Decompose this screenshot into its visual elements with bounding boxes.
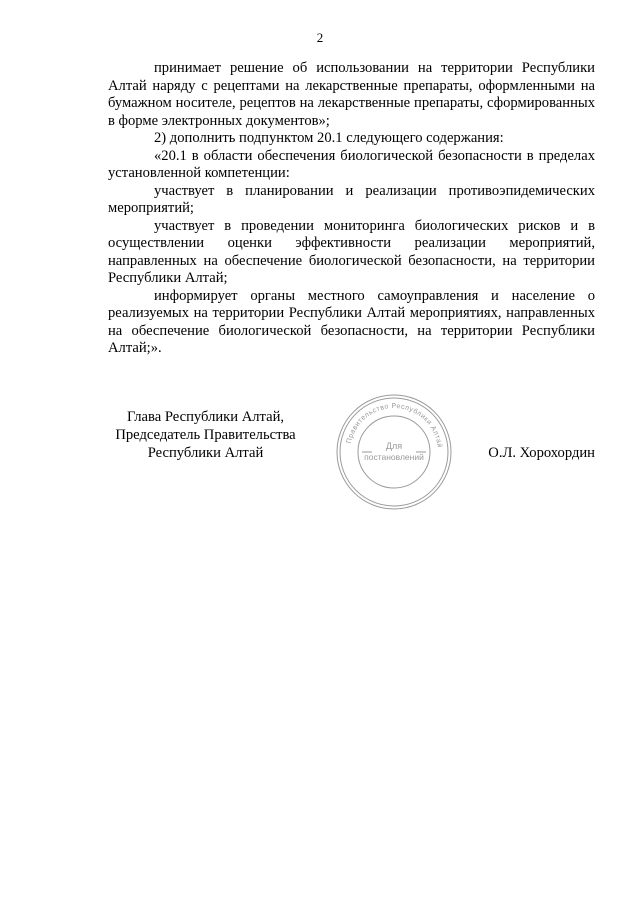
- signatory-position-line: Глава Республики Алтай,: [126, 409, 285, 425]
- signature-block: [108, 402, 595, 518]
- paragraph: участвует в планировании и реализации противоэпидемических мероприятий;: [108, 182, 595, 216]
- signatory-position-line: Председатель Правительства: [115, 427, 296, 443]
- document-body: [108, 60, 595, 358]
- paragraph: принимает решение об использовании на территории Республики Алтай наряду с рецептами на лекарственные препараты, оформленными на бумажном носителе, рецептов на лекарственные препараты, сформированных в форме электронных документов»;: [108, 60, 595, 129]
- paragraph: «20.1 в области обеспечения биологической безопасности в пределах установленной компетенции:: [108, 147, 595, 181]
- page-number: 2: [316, 30, 324, 45]
- signatory-name: О.Л. Хорохордин: [488, 445, 595, 461]
- official-stamp: [334, 392, 454, 512]
- paragraph: 2) дополнить подпунктом 20.1 следующего содержания:: [154, 130, 504, 146]
- signatory-position-line: Республики Алтай: [147, 445, 264, 461]
- paragraph: информирует органы местного самоуправления и население о реализуемых на территории Республики Алтай мероприятиях, направленных на обеспечение биологической безопасности, на территории Республики Алтай;».: [108, 287, 595, 356]
- stamp-ring-text: Правительство Республики Алтай: [345, 402, 443, 449]
- signatory-position: [108, 408, 303, 462]
- paragraph: участвует в проведении мониторинга биологических рисков и в осуществлении оценки эффективности реализации мероприятий, направленных на обеспечение биологической безопасности, на территории Республики Алтай;: [108, 217, 595, 286]
- stamp-center-text: Для: [385, 441, 403, 451]
- stamp-center-text: постановлений: [364, 452, 424, 462]
